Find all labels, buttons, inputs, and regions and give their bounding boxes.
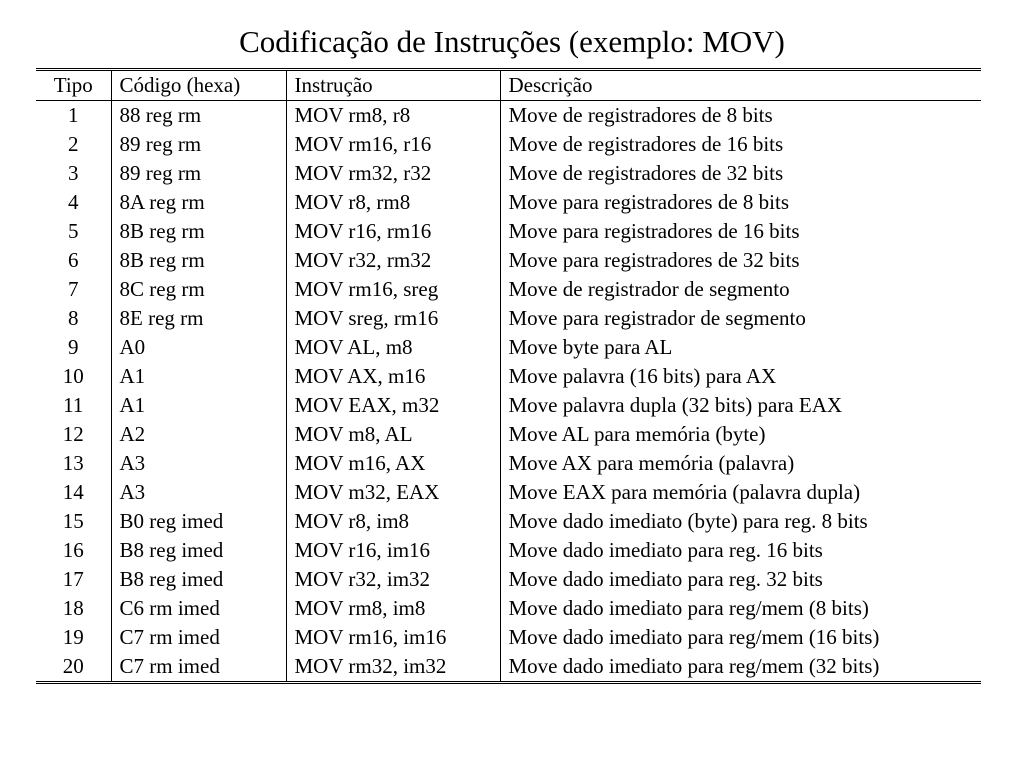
cell-descricao: Move de registradores de 32 bits [500,159,981,188]
cell-tipo: 13 [62,451,84,475]
cell-descricao: Move para registrador de segmento [500,304,981,333]
cell-tipo: 16 [62,538,84,562]
cell-codigo: C6 rm imed [111,594,286,623]
table-row [36,246,981,275]
cell-codigo: B0 reg imed [111,507,286,536]
cell-codigo: A3 [111,478,286,507]
cell-descricao: Move de registradores de 8 bits [500,101,981,131]
table-row [36,420,981,449]
cell-codigo: A3 [111,449,286,478]
header-instrucao: Instrução [286,70,500,101]
table-row [36,362,981,391]
cell-tipo: 19 [62,625,84,649]
cell-codigo: C7 rm imed [111,623,286,652]
cell-codigo: A1 [111,362,286,391]
cell-codigo: A1 [111,391,286,420]
cell-instrucao: MOV rm16, r16 [286,130,500,159]
cell-codigo: 89 reg rm [111,159,286,188]
cell-tipo: 10 [62,364,84,388]
table-header [36,70,981,101]
cell-tipo: 15 [62,509,84,533]
cell-instrucao: MOV m16, AX [286,449,500,478]
cell-descricao: Move de registrador de segmento [500,275,981,304]
instruction-table-container [36,68,981,684]
cell-tipo: 18 [62,596,84,620]
cell-descricao: Move palavra dupla (32 bits) para EAX [500,391,981,420]
cell-descricao: Move AX para memória (palavra) [500,449,981,478]
table-row [36,565,981,594]
cell-descricao: Move dado imediato (byte) para reg. 8 bits [500,507,981,536]
header-tipo: Tipo [36,70,111,101]
cell-tipo: 5 [68,219,79,243]
cell-codigo: A2 [111,420,286,449]
cell-instrucao: MOV rm16, sreg [286,275,500,304]
cell-tipo: 3 [68,161,79,185]
table-row [36,623,981,652]
cell-tipo: 2 [68,132,79,156]
table-row [36,594,981,623]
cell-descricao: Move byte para AL [500,333,981,362]
table-row [36,130,981,159]
cell-instrucao: MOV rm8, im8 [286,594,500,623]
cell-instrucao: MOV rm16, im16 [286,623,500,652]
cell-tipo: 4 [68,190,79,214]
cell-tipo: 8 [68,306,79,330]
cell-instrucao: MOV rm32, r32 [286,159,500,188]
cell-codigo: B8 reg imed [111,536,286,565]
cell-codigo: 89 reg rm [111,130,286,159]
cell-tipo: 14 [62,480,84,504]
slide-title: Codificação de Instruções (exemplo: MOV) [239,24,785,59]
cell-descricao: Move dado imediato para reg. 32 bits [500,565,981,594]
cell-codigo: A0 [111,333,286,362]
cell-descricao: Move AL para memória (byte) [500,420,981,449]
cell-instrucao: MOV m8, AL [286,420,500,449]
cell-instrucao: MOV rm32, im32 [286,652,500,683]
cell-descricao: Move para registradores de 8 bits [500,188,981,217]
header-descricao: Descrição [500,70,981,101]
cell-descricao: Move dado imediato para reg/mem (8 bits) [500,594,981,623]
cell-tipo: 12 [62,422,84,446]
cell-instrucao: MOV r8, rm8 [286,188,500,217]
cell-instrucao: MOV EAX, m32 [286,391,500,420]
table-row [36,507,981,536]
cell-tipo: 20 [62,654,84,678]
cell-instrucao: MOV m32, EAX [286,478,500,507]
cell-codigo: 8B reg rm [111,246,286,275]
table-row [36,333,981,362]
cell-instrucao: MOV rm8, r8 [286,101,500,131]
table-row [36,159,981,188]
cell-instrucao: MOV r8, im8 [286,507,500,536]
header-row [36,70,981,101]
cell-codigo: C7 rm imed [111,652,286,683]
cell-descricao: Move dado imediato para reg/mem (32 bits) [500,652,981,683]
cell-codigo: 8C reg rm [111,275,286,304]
table-row [36,391,981,420]
cell-tipo: 1 [68,103,79,127]
cell-codigo: 8A reg rm [111,188,286,217]
cell-instrucao: MOV r16, rm16 [286,217,500,246]
cell-instrucao: MOV r32, im32 [286,565,500,594]
cell-instrucao: MOV AX, m16 [286,362,500,391]
cell-codigo: 8E reg rm [111,304,286,333]
table-row [36,304,981,333]
cell-tipo: 11 [63,393,84,417]
cell-descricao: Move palavra (16 bits) para AX [500,362,981,391]
instruction-table [36,68,981,684]
cell-codigo: 88 reg rm [111,101,286,131]
cell-instrucao: MOV sreg, rm16 [286,304,500,333]
table-row [36,478,981,507]
cell-descricao: Move de registradores de 16 bits [500,130,981,159]
table-row [36,217,981,246]
header-codigo: Código (hexa) [111,70,286,101]
cell-tipo: 7 [68,277,79,301]
cell-descricao: Move para registradores de 16 bits [500,217,981,246]
cell-instrucao: MOV r16, im16 [286,536,500,565]
cell-tipo: 6 [68,248,79,272]
cell-descricao: Move dado imediato para reg. 16 bits [500,536,981,565]
table-body [36,101,981,683]
cell-codigo: B8 reg imed [111,565,286,594]
table-row [36,101,981,131]
table-row [36,188,981,217]
cell-instrucao: MOV r32, rm32 [286,246,500,275]
table-row [36,275,981,304]
table-row [36,536,981,565]
cell-codigo: 8B reg rm [111,217,286,246]
cell-tipo: 9 [68,335,79,359]
table-row [36,449,981,478]
cell-descricao: Move dado imediato para reg/mem (16 bits) [500,623,981,652]
table-row [36,652,981,683]
cell-tipo: 17 [62,567,84,591]
cell-instrucao: MOV AL, m8 [286,333,500,362]
cell-descricao: Move para registradores de 32 bits [500,246,981,275]
cell-descricao: Move EAX para memória (palavra dupla) [500,478,981,507]
